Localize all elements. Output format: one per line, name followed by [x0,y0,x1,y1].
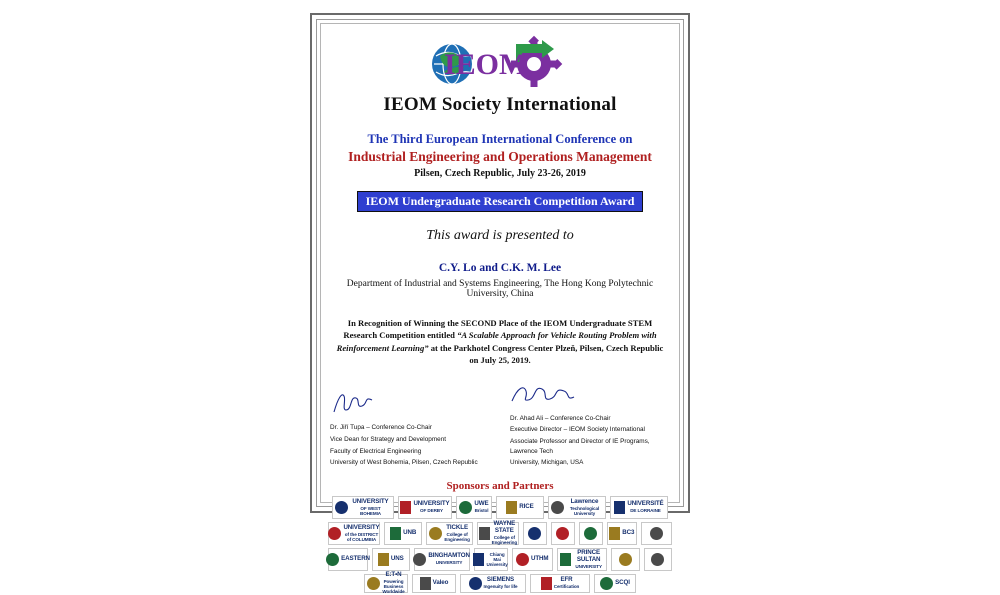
paper-title: “A Scalable Approach for Vehicle Routing Problem with Reinforcement Learning” [336,330,657,353]
sponsor-grid [328,496,672,593]
sponsor-logo-label: EFR Certification [553,576,580,590]
conference-line-3: Pilsen, Czech Republic, July 23-26, 2019 [414,168,586,179]
sponsor-logo-sponsor-seal-1 [523,522,547,545]
sponsor-logo-label: BINGHAMTON UNIVERSITY [428,552,470,566]
ieom-logo [430,38,570,90]
sponsor-mark-icon [335,501,348,514]
signature-right-name: Dr. Ahad Ali – Conference Co-Chair [510,414,611,422]
sponsor-logo-prince-sultan-university [557,548,608,571]
sponsor-logo-label: WAYNE STATE College of Engineering [491,520,518,546]
sponsor-logo-sponsor-seal-6 [644,548,672,571]
sponsor-logo-uwe-bristol [456,496,492,519]
sponsor-mark-icon [469,577,482,590]
sponsor-logo-label: UNIVERSITY OF WEST BOHEMIA [352,497,389,516]
sponsor-mark-icon [429,527,442,540]
recognition-pre: In Recognition of Winning the SECOND Place of the IEOM Undergraduate STEM Research Competition entitled [343,318,653,341]
sponsor-logo-uthm [512,548,553,571]
signature-left-line3: Faculty of Electrical Engineering [330,447,422,455]
sponsor-mark-icon [516,553,529,566]
sponsor-logo-label: Lawrence Technological University [569,497,600,516]
sponsor-logo-binghamton-university [414,548,470,571]
sponsor-logo-label: UNS [390,554,404,562]
svg-text:IEOM: IEOM [444,48,528,81]
sponsor-mark-icon [506,501,517,514]
sponsor-seal-icon [528,527,541,540]
sponsor-row [328,548,672,571]
society-name: IEOM Society International [383,94,617,115]
sponsor-mark-icon [479,527,490,540]
recognition-text [335,317,665,367]
signature-block-right [510,381,670,468]
signature-right-line4: University, Michigan, USA [510,459,584,467]
sponsor-mark-icon [413,553,426,566]
certificate-content [320,23,680,595]
award-title: IEOM Undergraduate Research Competition Award [357,191,644,212]
signature-left-line2: Vice Dean for Strategy and Development [330,436,447,444]
sponsor-mark-icon [614,501,625,514]
sponsor-mark-icon [367,577,380,590]
sponsor-logo-label: UNIVERSITY of the DISTRICT of COLUMBIA [343,523,380,542]
sponsor-logo-sponsor-seal-3 [579,522,603,545]
sponsor-logo-university-of-derby [398,496,452,519]
certificate [310,13,690,595]
sponsor-logo-unb [384,522,422,545]
sponsor-logo-label: Chiang Mai University [486,551,508,567]
signature-left-name: Dr. Jiří Tupa – Conference Co-Chair [330,424,432,432]
sponsor-mark-icon [420,577,431,590]
sponsor-logo-sponsor-seal-2 [551,522,575,545]
sponsor-logo-eastern-university [328,548,368,571]
sponsor-logo-label: UWE Bristol [474,500,489,514]
sponsor-mark-icon [600,577,613,590]
sponsor-seal-icon [651,553,664,566]
sponsor-mark-icon [400,501,411,514]
sponsor-logo-bc3 [607,522,637,545]
signature-row [330,381,670,468]
signature-right-line2: Executive Director – IEOM Society International [510,426,645,434]
recognition-post: at the Parkhotel Congress Center Plzeň, Pilsen, Czech Republic on July 25, 2019. [430,342,664,366]
sponsor-logo-label: EASTERN [341,554,370,562]
signature-right-line3: Associate Professor and Director of IE Programs, Lawrence Tech [510,438,650,455]
ieom-logo-graphic [430,38,570,90]
sponsor-logo-label: TICKLE College of Engineering [444,523,470,542]
sponsor-logo-label: Valeo [432,578,449,586]
sponsor-logo-efr-certification [530,574,590,593]
signature-left-image [330,390,400,416]
sponsor-logo-uns [372,548,410,571]
sponsor-mark-icon [473,553,484,566]
sponsor-logo-sponsor-seal-4 [641,522,672,545]
sponsor-logo-universite-de-lorraine [610,496,668,519]
sponsor-mark-icon [541,577,552,590]
sponsor-logo-label: PRINCE SULTAN UNIVERSITY [575,548,602,569]
sponsor-logo-label: SIEMENS Ingenuity for life [483,576,518,590]
conference-line-1: The Third European International Conference on [367,132,633,146]
signature-block-left [330,390,490,467]
sponsor-logo-eaton [364,571,408,595]
sponsor-logo-wayne-state-university [477,522,519,545]
sponsor-mark-icon [378,553,389,566]
sponsor-mark-icon [328,527,341,540]
sponsor-row [328,522,672,545]
sponsor-logo-label: UNIVERSITÉ DE LORRAINE [627,500,664,514]
sponsor-logo-tickle-college-of-engineering [426,522,472,545]
signature-left-line4: University of West Bohemia, Pilsen, Czech Republic [330,459,478,467]
sponsor-logo-scqi [594,574,636,593]
sponsor-mark-icon [459,501,472,514]
sponsor-logo-rice-university [496,496,544,519]
sponsor-logo-university-of-west-bohemia [332,496,394,519]
sponsor-logo-lawrence-technological-university [548,496,606,519]
sponsor-row [328,496,672,519]
sponsor-logo-siemens [460,574,526,593]
sponsor-seal-icon [584,527,597,540]
sponsor-logo-label: E:T•N Powering Business Worldwide [382,571,405,595]
sponsor-mark-icon [560,553,571,566]
recipient-names: C.Y. Lo and C.K. M. Lee [438,262,562,274]
sponsor-seal-icon [556,527,569,540]
signature-right-image [510,381,590,407]
conference-line-2: Industrial Engineering and Operations Management [348,149,652,164]
sponsor-logo-label: BC3 [622,528,635,536]
sponsor-logo-label: UNB [403,528,417,536]
sponsor-mark-icon [326,553,339,566]
sponsor-mark-icon [609,527,620,540]
certificate-border-inner [316,19,684,595]
sponsor-seal-icon [650,527,663,540]
sponsor-logo-label: UNIVERSITY OF DERBY [413,500,450,514]
sponsor-logo-label: UTHM [530,554,549,562]
sponsor-logo-university-of-district-of-columbia [328,522,380,545]
sponsor-seal-icon [619,553,632,566]
sponsor-logo-label: RICE [519,502,534,510]
sponsor-logo-chiang-mai-university [474,548,508,571]
sponsor-mark-icon [551,501,564,514]
presented-to-text: This award is presented to [426,228,574,243]
sponsor-logo-label: SCQI [615,578,630,586]
sponsors-title: Sponsors and Partners [446,479,554,492]
sponsor-mark-icon [390,527,401,540]
sponsor-logo-valeo [412,574,456,593]
sponsor-row [328,571,672,595]
recipient-affiliation: Department of Industrial and Systems Engineering, The Hong Kong Polytechnic University, China [346,279,654,299]
sponsor-logo-sponsor-seal-5 [611,548,639,571]
